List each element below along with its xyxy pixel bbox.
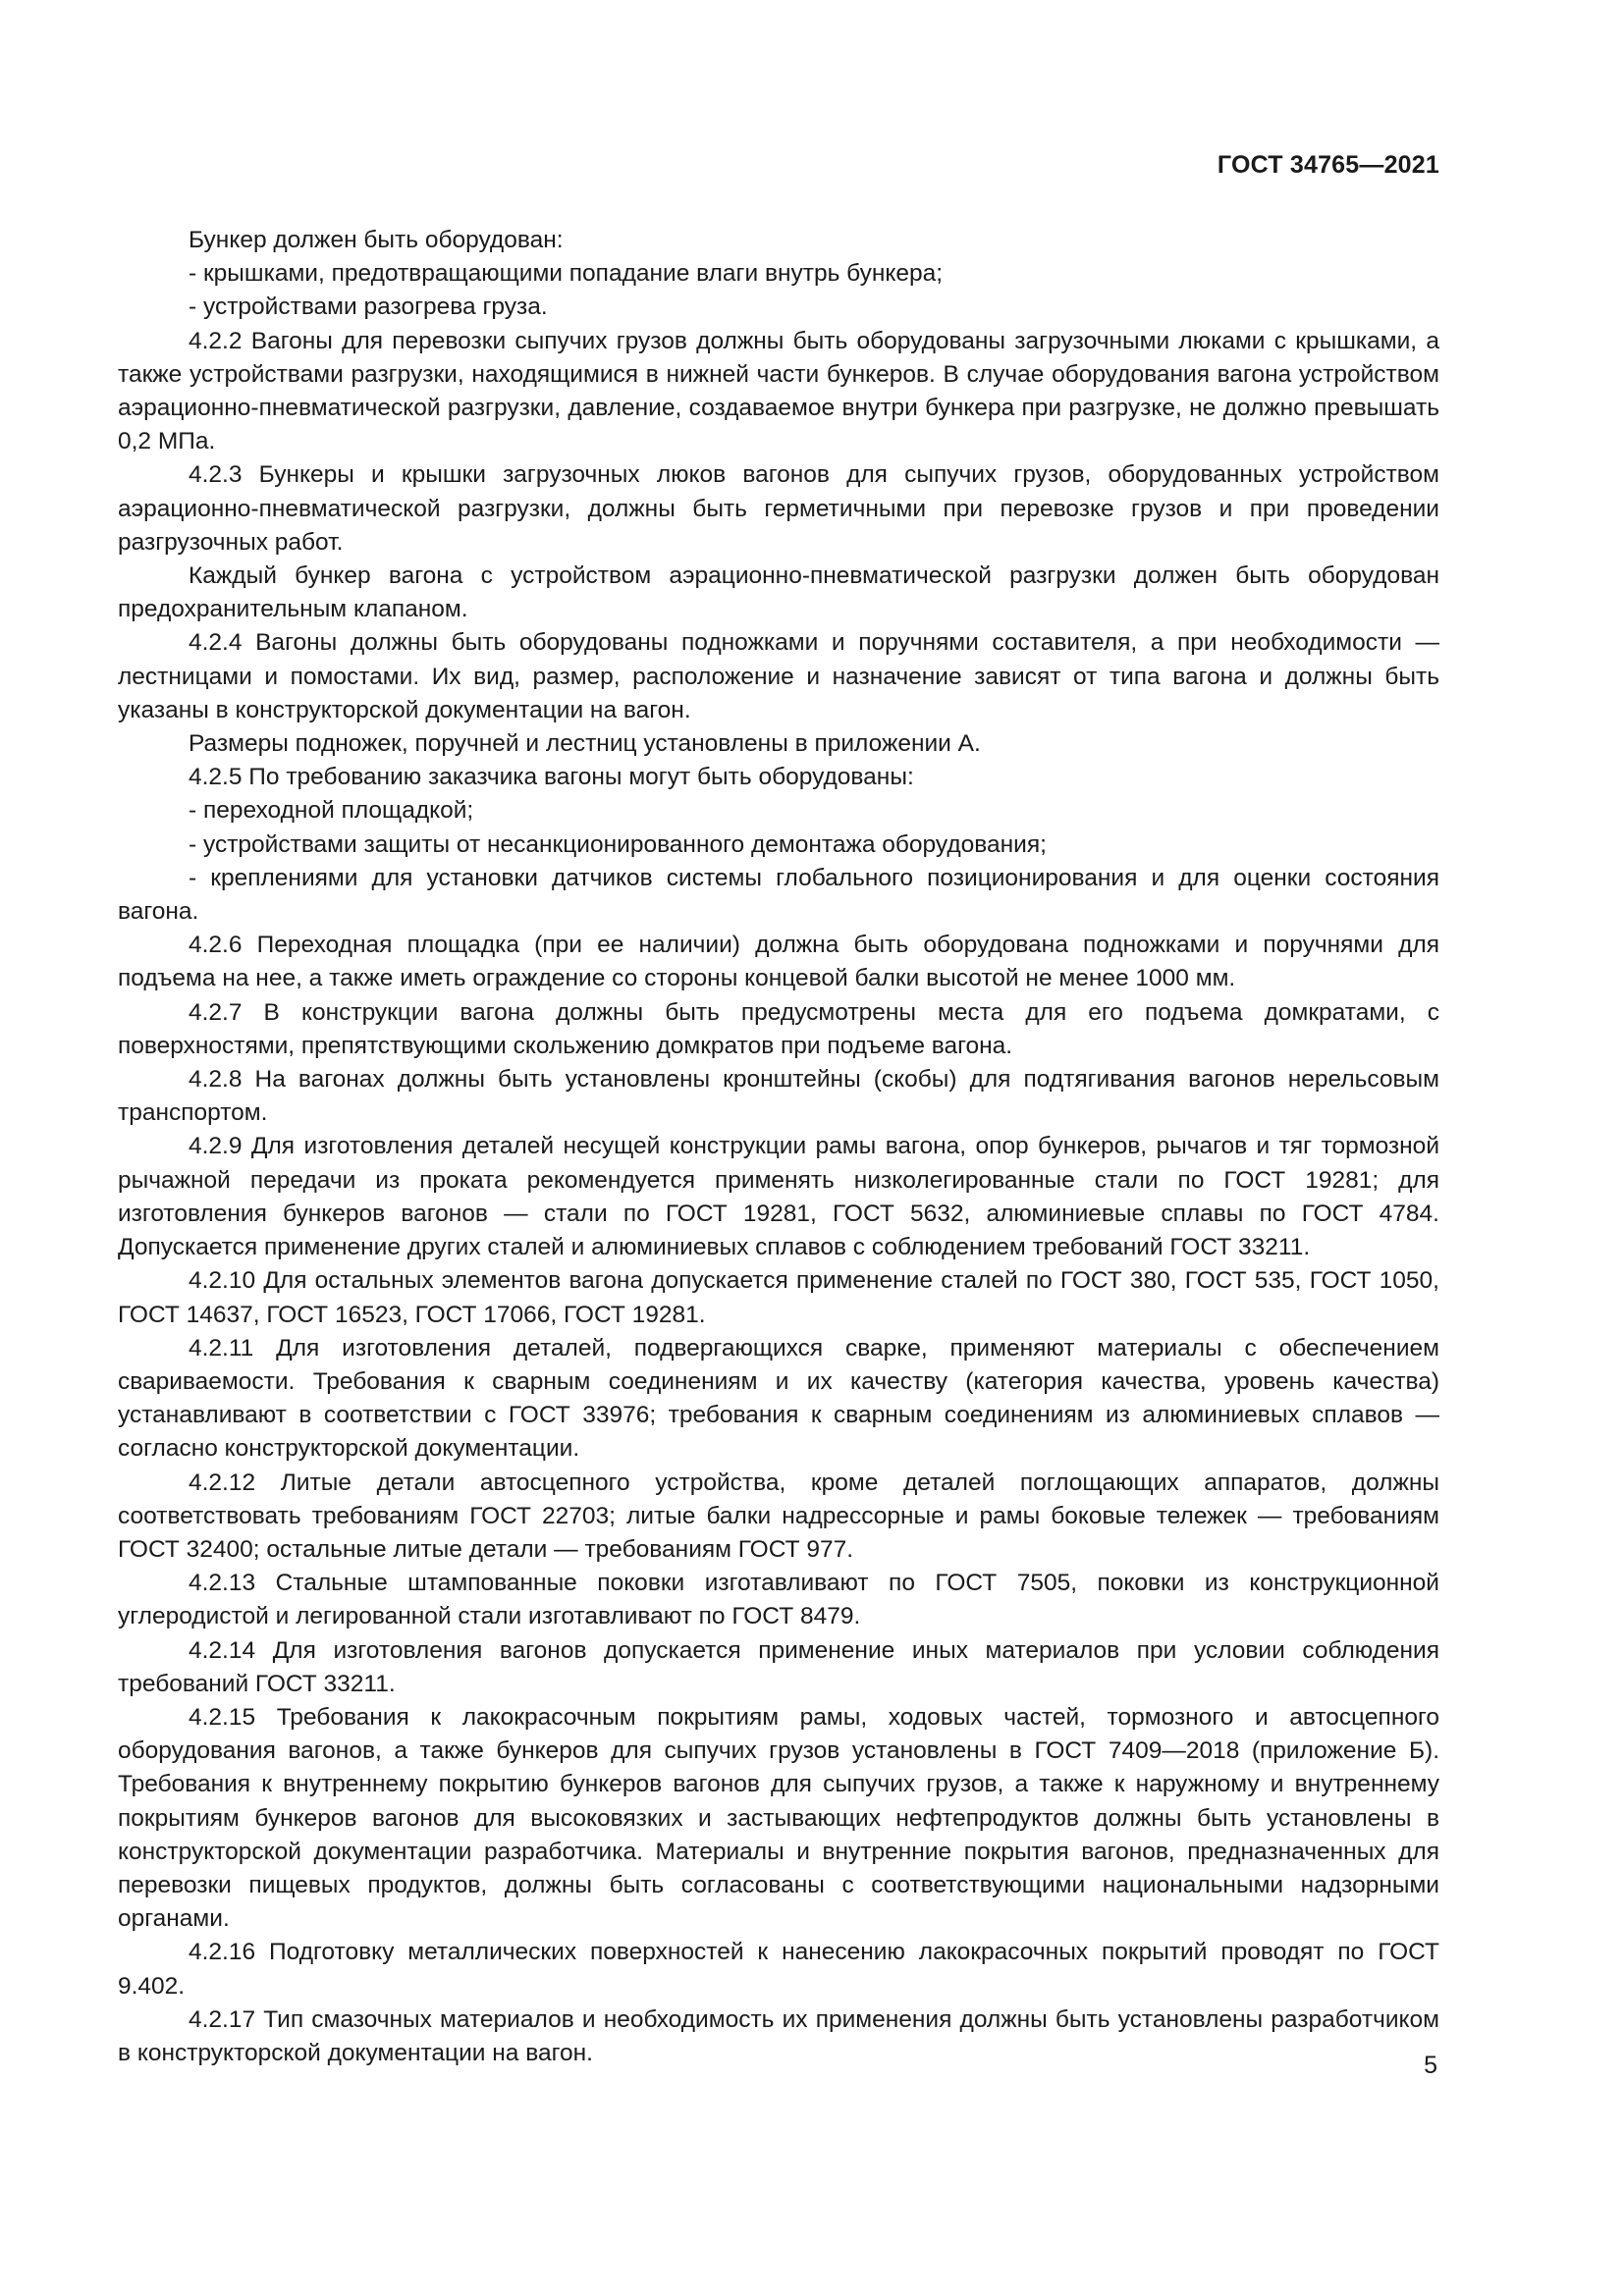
paragraph: Каждый бункер вагона с устройством аэрационно-пневматической разгрузки должен быть оборудован предохранительным клапаном.	[118, 562, 1439, 623]
list-item: - креплениями для установки датчиков системы глобального позиционирования и для оценки состояния вагона.	[118, 864, 1439, 926]
paragraph: 4.2.2 Вагоны для перевозки сыпучих грузов должны быть оборудованы загрузочными люками с крышками, а также устройствами разгрузки, находящимися в нижней части бункеров. В случае оборудования вагона устройством аэрационно-пневматической разгрузки, давление, создаваемое внутри бункера при разгрузке, не должно превышать 0,2 МПа.	[118, 327, 1439, 455]
paragraph: Бункер должен быть оборудован:	[189, 227, 564, 253]
paragraph: 4.2.4 Вагоны должны быть оборудованы подножками и поручнями составителя, а при необходимости — лестницами и помостами. Их вид, размер, расположение и назначение зависят от типа вагона и должны быть указаны в конструкторской документации на вагон.	[118, 629, 1439, 723]
paragraph: 4.2.5 По требованию заказчика вагоны могут быть оборудованы:	[189, 764, 914, 791]
paragraph: 4.2.9 Для изготовления деталей несущей конструкции рамы вагона, опор бункеров, рычагов и тяг тормозной рычажной передачи из проката рекомендуется применять низколегированные стали по ГОСТ 19281; для изготовления бункеров вагонов — стали по ГОСТ 19281, ГОСТ 5632, алюминиевые сплавы по ГОСТ 4784. Допускается применение других сталей и алюминиевых сплавов с соблюдением требований ГОСТ 33211.	[118, 1133, 1439, 1261]
list-item: - устройствами разогрева груза.	[189, 294, 548, 321]
paragraph: 4.2.7 В конструкции вагона должны быть предусмотрены места для его подъема домкратами, с поверхностями, препятствующими скольжению домкратов при подъеме вагона.	[118, 998, 1439, 1059]
document-body	[118, 224, 1439, 2070]
paragraph: 4.2.16 Подготовку металлических поверхностей к нанесению лакокрасочных покрытий проводят по ГОСТ 9.402.	[118, 1939, 1439, 2000]
paragraph: 4.2.14 Для изготовления вагонов допускается применение иных материалов при условии соблюдения требований ГОСТ 33211.	[118, 1636, 1439, 1697]
paragraph: 4.2.15 Требования к лакокрасочным покрытиям рамы, ходовых частей, тормозного и автосцепного оборудования вагонов, а также бункеров для сыпучих грузов установлены в ГОСТ 7409—2018 (приложение Б). Требования к внутреннему покрытию бункеров вагонов для сыпучих грузов, а также к наружному и внутреннему покрытиям бункеров вагонов для высоковязких и застывающих нефтепродуктов должны быть установлены в конструкторской документации разработчика. Материалы и внутренние покрытия вагонов, предназначенных для перевозки пищевых продуктов, должны быть согласованы с соответствующими национальными надзорными органами.	[118, 1703, 1439, 1933]
list-item: - крышками, предотвращающими попадание влаги внутрь бункера;	[189, 260, 944, 288]
paragraph: 4.2.11 Для изготовления деталей, подвергающихся сварке, применяют материалы с обеспечением свариваемости. Требования к сварным соединениям и их качеству (категория качества, уровень качества) устанавливают в соответствии с ГОСТ 33976; требования к сварным соединениям из алюминиевых сплавов — согласно конструкторской документации.	[118, 1334, 1439, 1463]
paragraph: Размеры подножек, поручней и лестниц установлены в приложении А.	[189, 730, 981, 758]
paragraph: 4.2.10 Для остальных элементов вагона допускается применение сталей по ГОСТ 380, ГОСТ 535, ГОСТ 1050, ГОСТ 14637, ГОСТ 16523, ГОСТ 17066, ГОСТ 19281.	[118, 1267, 1439, 1328]
paragraph: 4.2.8 На вагонах должны быть установлены кронштейны (скобы) для подтягивания вагонов нерельсовым транспортом.	[118, 1066, 1439, 1127]
paragraph: 4.2.3 Бункеры и крышки загрузочных люков вагонов для сыпучих грузов, оборудованных устройством аэрационно-пневматической разгрузки, должны быть герметичными при перевозке грузов и при проведении разгрузочных работ.	[118, 461, 1439, 556]
list-item: - устройствами защиты от несанкционированного демонтажа оборудования;	[189, 830, 1047, 858]
page-number: 5	[1424, 2052, 1437, 2079]
paragraph: 4.2.12 Литые детали автосцепного устройства, кроме деталей поглощающих аппаратов, должны соответствовать требованиям ГОСТ 22703; литые балки надрессорные и рамы боковые тележек — требованиям ГОСТ 32400; остальные литые детали — требованиям ГОСТ 977.	[118, 1468, 1439, 1563]
paragraph: 4.2.6 Переходная площадка (при ее наличии) должна быть оборудована подножками и поручнями для подъема на нее, а также иметь ограждение со стороны концевой балки высотой не менее 1000 мм.	[118, 932, 1439, 992]
list-item: - переходной площадкой;	[189, 797, 474, 825]
paragraph: 4.2.13 Стальные штампованные поковки изготавливают по ГОСТ 7505, поковки из конструкционной углеродистой и легированной стали изготавливают по ГОСТ 8479.	[118, 1570, 1439, 1630]
paragraph: 4.2.17 Тип смазочных материалов и необходимость их применения должны быть установлены разработчиком в конструкторской документации на вагон.	[118, 2005, 1439, 2066]
document-id-header: ГОСТ 34765—2021	[1217, 151, 1439, 179]
